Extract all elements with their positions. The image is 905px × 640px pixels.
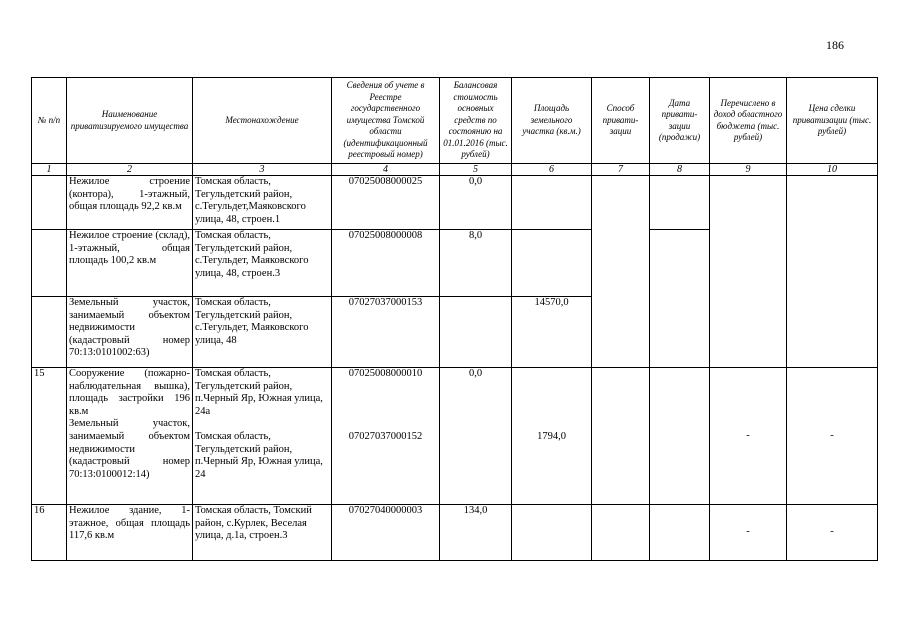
price-cell: - <box>787 368 878 505</box>
table-row <box>32 368 878 505</box>
header-transferred: Перечислено в доход областного бюджета (тыс. рублей) <box>710 78 787 164</box>
page-number: 186 <box>826 38 844 52</box>
land-area <box>512 368 592 505</box>
column-number: 9 <box>710 164 787 176</box>
property-location: Томская область, Тегульдетский район, с.Тегульдет, Маяковского улица, 48 <box>193 297 332 368</box>
method-cell <box>592 368 650 505</box>
land-area <box>512 505 592 561</box>
date-cell <box>650 368 710 505</box>
table-row <box>32 176 878 230</box>
row-number: 16 <box>32 505 67 561</box>
tower-registry: 07025008000010 <box>348 368 423 379</box>
land-area: 14570,0 <box>512 297 592 368</box>
balance-value: 0,0 <box>440 176 512 230</box>
registry-number: 07025008000025 <box>332 176 440 230</box>
date-cell <box>650 505 710 561</box>
registry-number: 07027037000153 <box>332 297 440 368</box>
header-registry: Сведения об учете в Реестре государственного имущества Томской области (идентификационный реестровый номер) <box>332 78 440 164</box>
header-method: Способ привати-зации <box>592 78 650 164</box>
header-num: № п/п <box>32 78 67 164</box>
column-number: 4 <box>332 164 440 176</box>
header-location: Местонахождение <box>193 78 332 164</box>
land-plot-location: Томская область, Тегульдетский район, п.Черный Яр, Южная улица, 24 <box>195 431 323 480</box>
column-number: 2 <box>67 164 193 176</box>
transferred-cell: - <box>710 505 787 561</box>
property-location <box>193 368 332 505</box>
property-name: Земельный участок, занимаемый объектом недвижимости (кадастровый номер 70:13:0101002:63) <box>67 297 193 368</box>
method-cell <box>592 505 650 561</box>
registry-number: 07025008000008 <box>332 230 440 297</box>
property-name: Нежилое здание, 1-этажное, общая площадь 117,6 кв.м <box>67 505 193 561</box>
balance-value <box>440 297 512 368</box>
header-date: Дата привати-зации (продажи) <box>650 78 710 164</box>
transferred-cell: - <box>710 368 787 505</box>
header-name: Наименование приватизируемого имущества <box>67 78 193 164</box>
row-number <box>32 297 67 368</box>
price-cell <box>787 176 878 368</box>
registry-number <box>332 368 440 505</box>
property-location: Томская область, Тегульдетский район, с.Тегульдет,Маяковского улица, 48, строен.1 <box>193 176 332 230</box>
property-name: Нежилое строение (склад), 1-этажный, общая площадь 100,2 кв.м <box>67 230 193 297</box>
property-location: Томская область, Тегульдетский район, с.Тегульдет, Маяковского улица, 48, строен.3 <box>193 230 332 297</box>
transferred-cell <box>710 176 787 368</box>
property-location: Томская область, Томский район, с.Курлек, Веселая улица, д.1а, строен.3 <box>193 505 332 561</box>
date-cell <box>650 176 710 230</box>
price-cell: - <box>787 505 878 561</box>
header-price: Цена сделки приватизации (тыс. рублей) <box>787 78 878 164</box>
column-number: 10 <box>787 164 878 176</box>
column-number: 5 <box>440 164 512 176</box>
column-number: 3 <box>193 164 332 176</box>
registry-number: 07027040000003 <box>332 505 440 561</box>
row-number <box>32 176 67 230</box>
date-cell <box>650 230 710 368</box>
tower-name: Сооружение (пожарно-наблюдательная вышка), площадь застройки 196 кв.м <box>69 368 190 417</box>
method-cell <box>592 176 650 368</box>
row-number: 15 <box>32 368 67 505</box>
land-plot-name: Земельный участок, занимаемый объектом недвижимости (кадастровый номер 70:13:0100012:14) <box>69 418 190 480</box>
property-name: Нежилое строение (конторa), 1-этажный, общая площадь 92,2 кв.м <box>67 176 193 230</box>
land-area <box>512 230 592 297</box>
tower-area <box>514 368 589 431</box>
privatization-table <box>31 77 878 561</box>
table-row <box>32 505 878 561</box>
balance-value: 8,0 <box>440 230 512 297</box>
header-area: Площадь земельного участка (кв.м.) <box>512 78 592 164</box>
land-area <box>512 176 592 230</box>
land-plot-registry: 07027037000152 <box>348 431 423 442</box>
column-number: 8 <box>650 164 710 176</box>
column-number: 6 <box>512 164 592 176</box>
row-number <box>32 230 67 297</box>
land-plot-area: 1794,0 <box>537 431 566 442</box>
tower-balance: 0,0 <box>468 368 483 379</box>
property-name <box>67 368 193 505</box>
balance-value <box>440 368 512 505</box>
header-balance: Балансовая стоимость основных средств по состоянию на 01.01.2016 (тыс. рублей) <box>440 78 512 164</box>
column-number: 7 <box>592 164 650 176</box>
column-number: 1 <box>32 164 67 176</box>
tower-location: Томская область, Тегульдетский район, п.Черный Яр, Южная улица, 24а <box>195 368 323 417</box>
balance-value: 134,0 <box>440 505 512 561</box>
